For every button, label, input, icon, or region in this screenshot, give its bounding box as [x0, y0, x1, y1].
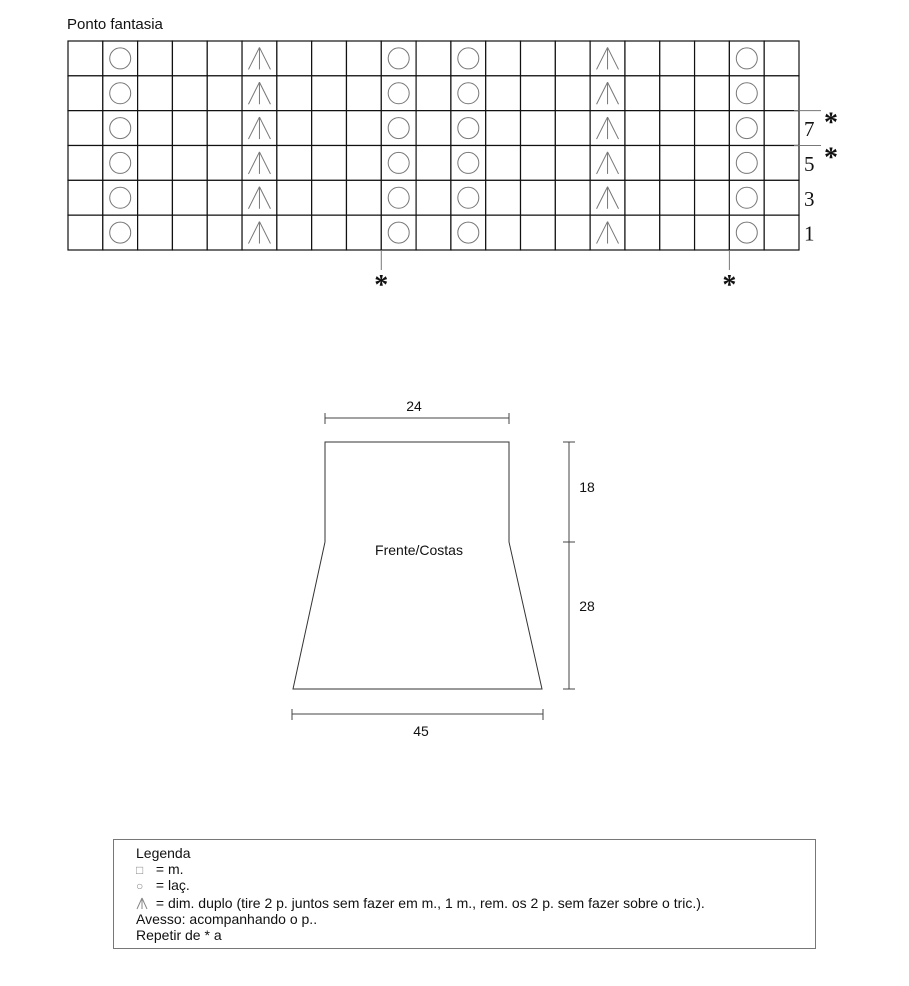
- top-width-dimension: [325, 413, 509, 424]
- chart-cell: [695, 215, 730, 250]
- legend-item-double-decrease: [136, 895, 815, 913]
- chart-cell: [138, 111, 173, 146]
- chart-cell: [625, 215, 660, 250]
- chart-cell: [451, 180, 486, 215]
- chart-cell: [555, 146, 590, 181]
- chart-cell: [312, 76, 347, 111]
- chart-cell: [207, 76, 242, 111]
- chart-cell: [729, 111, 764, 146]
- chart-cell: [729, 215, 764, 250]
- square-icon: □: [136, 862, 144, 877]
- chart-cell: [555, 76, 590, 111]
- front-back-piece-outline: [293, 442, 542, 689]
- legend-item-knit: [136, 862, 815, 879]
- row-number: 3: [804, 186, 815, 211]
- chart-cell: [625, 41, 660, 76]
- chart-cell: [277, 146, 312, 181]
- chart-cell: [346, 41, 381, 76]
- chart-cell: [729, 41, 764, 76]
- chart-cell: [729, 76, 764, 111]
- chart-cell: [521, 41, 556, 76]
- chart-cell: [451, 146, 486, 181]
- chart-cell: [346, 180, 381, 215]
- chart-cell: [68, 111, 103, 146]
- chart-cell: [207, 111, 242, 146]
- chart-cell: [416, 180, 451, 215]
- circle-icon: ○: [136, 879, 144, 893]
- legend-item-text: = m.: [155, 860, 184, 877]
- chart-cell: [555, 41, 590, 76]
- chart-cell: [625, 180, 660, 215]
- chart-cell: [207, 146, 242, 181]
- chart-cell: [764, 41, 799, 76]
- chart-cell: [451, 76, 486, 111]
- chart-cell: [346, 76, 381, 111]
- chart-cell: [68, 215, 103, 250]
- chart-cell: [416, 146, 451, 181]
- chart-cell: [486, 111, 521, 146]
- chart-cell: [521, 215, 556, 250]
- legend-title: Legenda: [136, 845, 191, 861]
- chart-cell: [695, 41, 730, 76]
- chart-cell: [695, 76, 730, 111]
- chart-cell: [625, 146, 660, 181]
- chart-cell: [277, 215, 312, 250]
- chart-cell: [138, 146, 173, 181]
- chart-cell: [764, 180, 799, 215]
- repeat-marker-asterisk: *: [722, 270, 737, 301]
- chart-cell: [172, 76, 207, 111]
- legend-item-yarn-over: [136, 878, 815, 895]
- chart-cell: [660, 111, 695, 146]
- chart-cell: [277, 180, 312, 215]
- repeat-marker-asterisk: *: [374, 270, 389, 301]
- chart-cell: [207, 41, 242, 76]
- chart-cell: [555, 215, 590, 250]
- chart-cell: [521, 111, 556, 146]
- chart-cell: [381, 215, 416, 250]
- schematic-outline: [293, 442, 542, 689]
- row-number: 7: [804, 117, 815, 142]
- chart-cell: [381, 180, 416, 215]
- double-decrease-icon: [136, 895, 152, 913]
- chart-cell: [381, 146, 416, 181]
- piece-label: Frente/Costas: [375, 542, 463, 558]
- legend-note-reverse: Avesso: acompanhando o p..: [136, 911, 318, 927]
- chart-title: Ponto fantasia: [67, 16, 163, 33]
- chart-cell: [172, 41, 207, 76]
- chart-cell: [381, 41, 416, 76]
- chart-cell: [346, 146, 381, 181]
- bottom-width-label: 45: [413, 723, 429, 739]
- lower-height-label: 28: [579, 598, 595, 614]
- chart-cell: [451, 41, 486, 76]
- chart-cell: [172, 146, 207, 181]
- chart-cell: [103, 215, 138, 250]
- chart-cell: [486, 146, 521, 181]
- chart-cell: [486, 180, 521, 215]
- chart-cell: [381, 76, 416, 111]
- chart-cell: [381, 111, 416, 146]
- chart-cell: [555, 180, 590, 215]
- row-number: 1: [804, 221, 815, 246]
- legend-item-text: = laç.: [155, 877, 190, 893]
- knitting-chart: [0, 0, 909, 320]
- chart-cell: [138, 41, 173, 76]
- chart-cell: [729, 146, 764, 181]
- chart-cell: [68, 76, 103, 111]
- chart-cell: [138, 180, 173, 215]
- chart-cell: [68, 180, 103, 215]
- chart-cell: [207, 215, 242, 250]
- chart-cell: [172, 215, 207, 250]
- chart-cell: [416, 41, 451, 76]
- chart-cell: [172, 111, 207, 146]
- chart-cell: [695, 180, 730, 215]
- chart-cell: [486, 215, 521, 250]
- chart-cell: [68, 146, 103, 181]
- chart-cell: [695, 146, 730, 181]
- chart-cell: [764, 76, 799, 111]
- chart-cell: [312, 215, 347, 250]
- upper-height-label: 18: [579, 479, 595, 495]
- chart-cell: [451, 215, 486, 250]
- chart-cell: [103, 146, 138, 181]
- chart-cell: [695, 111, 730, 146]
- row-number: 5: [804, 151, 815, 176]
- chart-cell: [764, 215, 799, 250]
- chart-cell: [277, 76, 312, 111]
- chart-cell: [660, 180, 695, 215]
- chart-cell: [764, 146, 799, 181]
- chart-cell: [416, 76, 451, 111]
- chart-cell: [660, 76, 695, 111]
- height-dimension: [563, 442, 575, 689]
- chart-cell: [555, 111, 590, 146]
- chart-cell: [277, 41, 312, 76]
- chart-cell: [486, 76, 521, 111]
- chart-cell: [660, 41, 695, 76]
- chart-cell: [312, 146, 347, 181]
- chart-cell: [660, 146, 695, 181]
- chart-cell: [277, 111, 312, 146]
- bottom-width-dimension: [292, 709, 543, 720]
- chart-cell: [660, 215, 695, 250]
- chart-cell: [521, 146, 556, 181]
- chart-cell: [103, 41, 138, 76]
- chart-cell: [729, 180, 764, 215]
- chart-cell: [625, 76, 660, 111]
- chart-cell: [521, 76, 556, 111]
- chart-cell: [416, 215, 451, 250]
- chart-cell: [764, 111, 799, 146]
- chart-cell: [138, 215, 173, 250]
- chart-cell: [103, 111, 138, 146]
- repeat-marker-asterisk: *: [824, 142, 838, 174]
- chart-cell: [521, 180, 556, 215]
- legend-note-repeat: Repetir de * a: [136, 926, 222, 943]
- chart-cell: [312, 111, 347, 146]
- chart-cell: [312, 41, 347, 76]
- chart-cell: [103, 180, 138, 215]
- chart-cell: [138, 76, 173, 111]
- chart-cell: [416, 111, 451, 146]
- top-width-label: 24: [406, 398, 422, 414]
- chart-cell: [172, 180, 207, 215]
- chart-cell: [207, 180, 242, 215]
- legend-box: [113, 839, 816, 949]
- chart-cell: [346, 111, 381, 146]
- chart-cell: [68, 41, 103, 76]
- repeat-marker-asterisk: *: [824, 107, 838, 139]
- chart-cell: [103, 76, 138, 111]
- chart-cell: [451, 111, 486, 146]
- chart-cell: [625, 111, 660, 146]
- legend-item-text: = dim. duplo (tire 2 p. juntos sem fazer em m., 1 m., rem. os 2 p. sem fazer sobre o tric.).: [155, 894, 705, 911]
- chart-cell: [312, 180, 347, 215]
- chart-cell: [486, 41, 521, 76]
- chart-cell: [346, 215, 381, 250]
